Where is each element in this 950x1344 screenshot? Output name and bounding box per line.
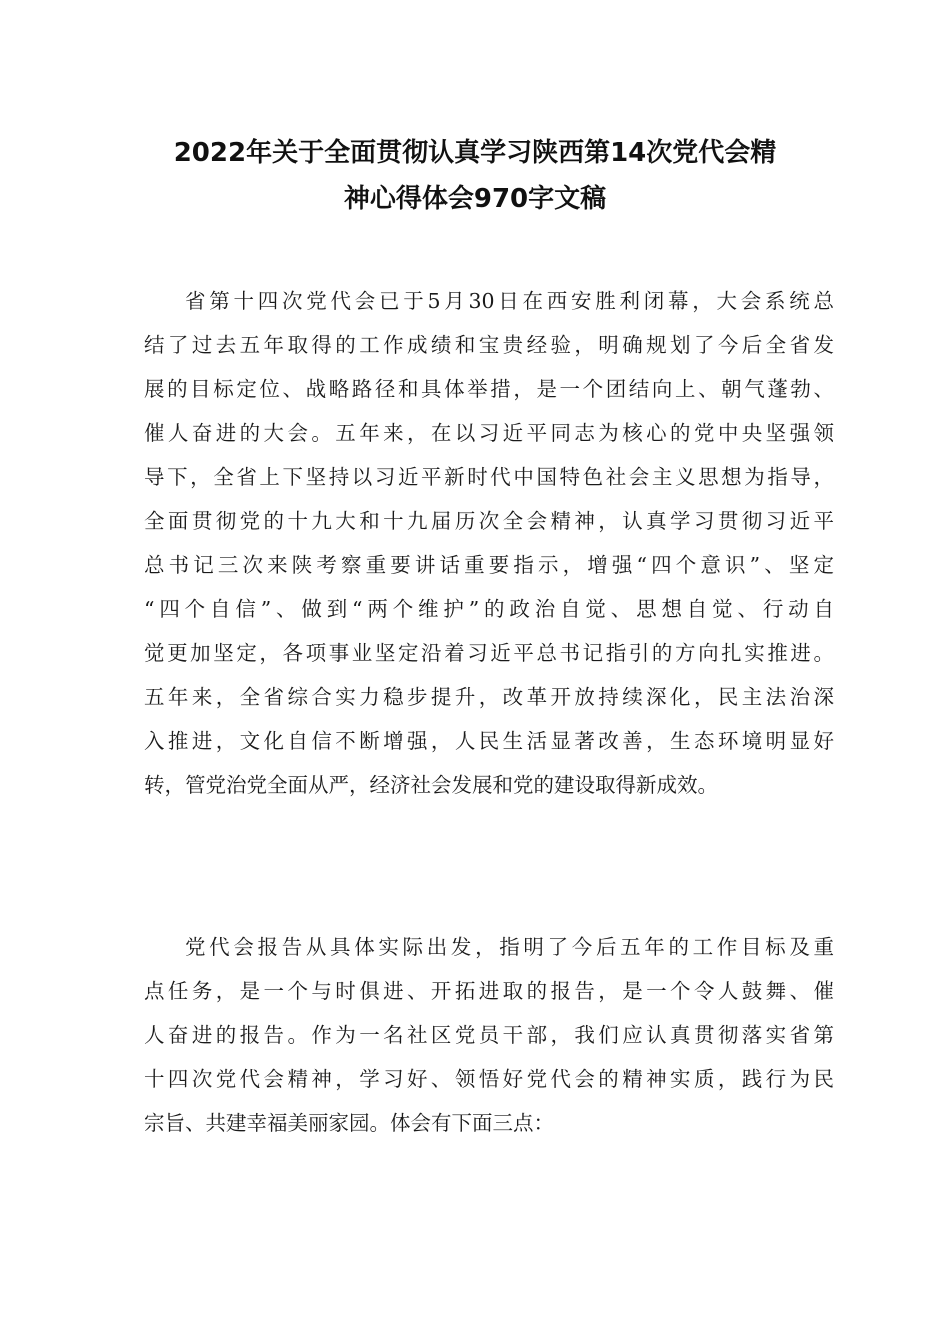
paragraph-line: 结了过去五年取得的工作成绩和宝贵经验，明确规划了今后全省发 — [144, 333, 834, 357]
document-title — [100, 130, 850, 222]
paragraph-line: 转，管党治党全面从严，经济社会发展和党的建设取得新成效。 — [144, 773, 718, 797]
paragraph-line: 导下，全省上下坚持以习近平新时代中国特色社会主义思想为指导， — [144, 465, 834, 489]
paragraph-line: 展的目标定位、战略路径和具体举措，是一个团结向上、朝气蓬勃、 — [144, 377, 834, 401]
paragraph-line: 催人奋进的大会。五年来，在以习近平同志为核心的党中央坚强领 — [144, 421, 834, 445]
paragraph-line: 省第十四次党代会已于5月30日在西安胜利闭幕，大会系统总 — [185, 289, 834, 313]
body-paragraph — [144, 279, 834, 807]
paragraph-line: 觉更加坚定，各项事业坚定沿着习近平总书记指引的方向扎实推进。 — [144, 641, 834, 665]
paragraph-line: 点任务，是一个与时俱进、开拓进取的报告，是一个令人鼓舞、催 — [144, 979, 834, 1003]
body-paragraph — [144, 925, 834, 1145]
title-line: 神心得体会970字文稿 — [343, 184, 607, 214]
paragraph-line: 十四次党代会精神，学习好、领悟好党代会的精神实质，践行为民 — [144, 1067, 834, 1091]
paragraph-line: 全面贯彻党的十九大和十九届历次全会精神，认真学习贯彻习近平 — [144, 509, 834, 533]
paragraph-line: 入推进，文化自信不断增强，人民生活显著改善，生态环境明显好 — [144, 729, 834, 753]
paragraph-line: 五年来，全省综合实力稳步提升，改革开放持续深化，民主法治深 — [144, 685, 834, 709]
paragraph-line: 宗旨、共建幸福美丽家园。体会有下面三点： — [144, 1111, 554, 1135]
paragraph-line: 党代会报告从具体实际出发，指明了今后五年的工作目标及重 — [185, 935, 834, 959]
title-line: 2022年关于全面贯彻认真学习陕西第14次党代会精 — [173, 138, 777, 168]
paragraph-line: “四个自信”、做到“两个维护”的政治自觉、思想自觉、行动自 — [144, 597, 834, 621]
paragraph-line: 人奋进的报告。作为一名社区党员干部，我们应认真贯彻落实省第 — [144, 1023, 834, 1047]
paragraph-line: 总书记三次来陕考察重要讲话重要指示，增强“四个意识”、坚定 — [144, 553, 834, 577]
